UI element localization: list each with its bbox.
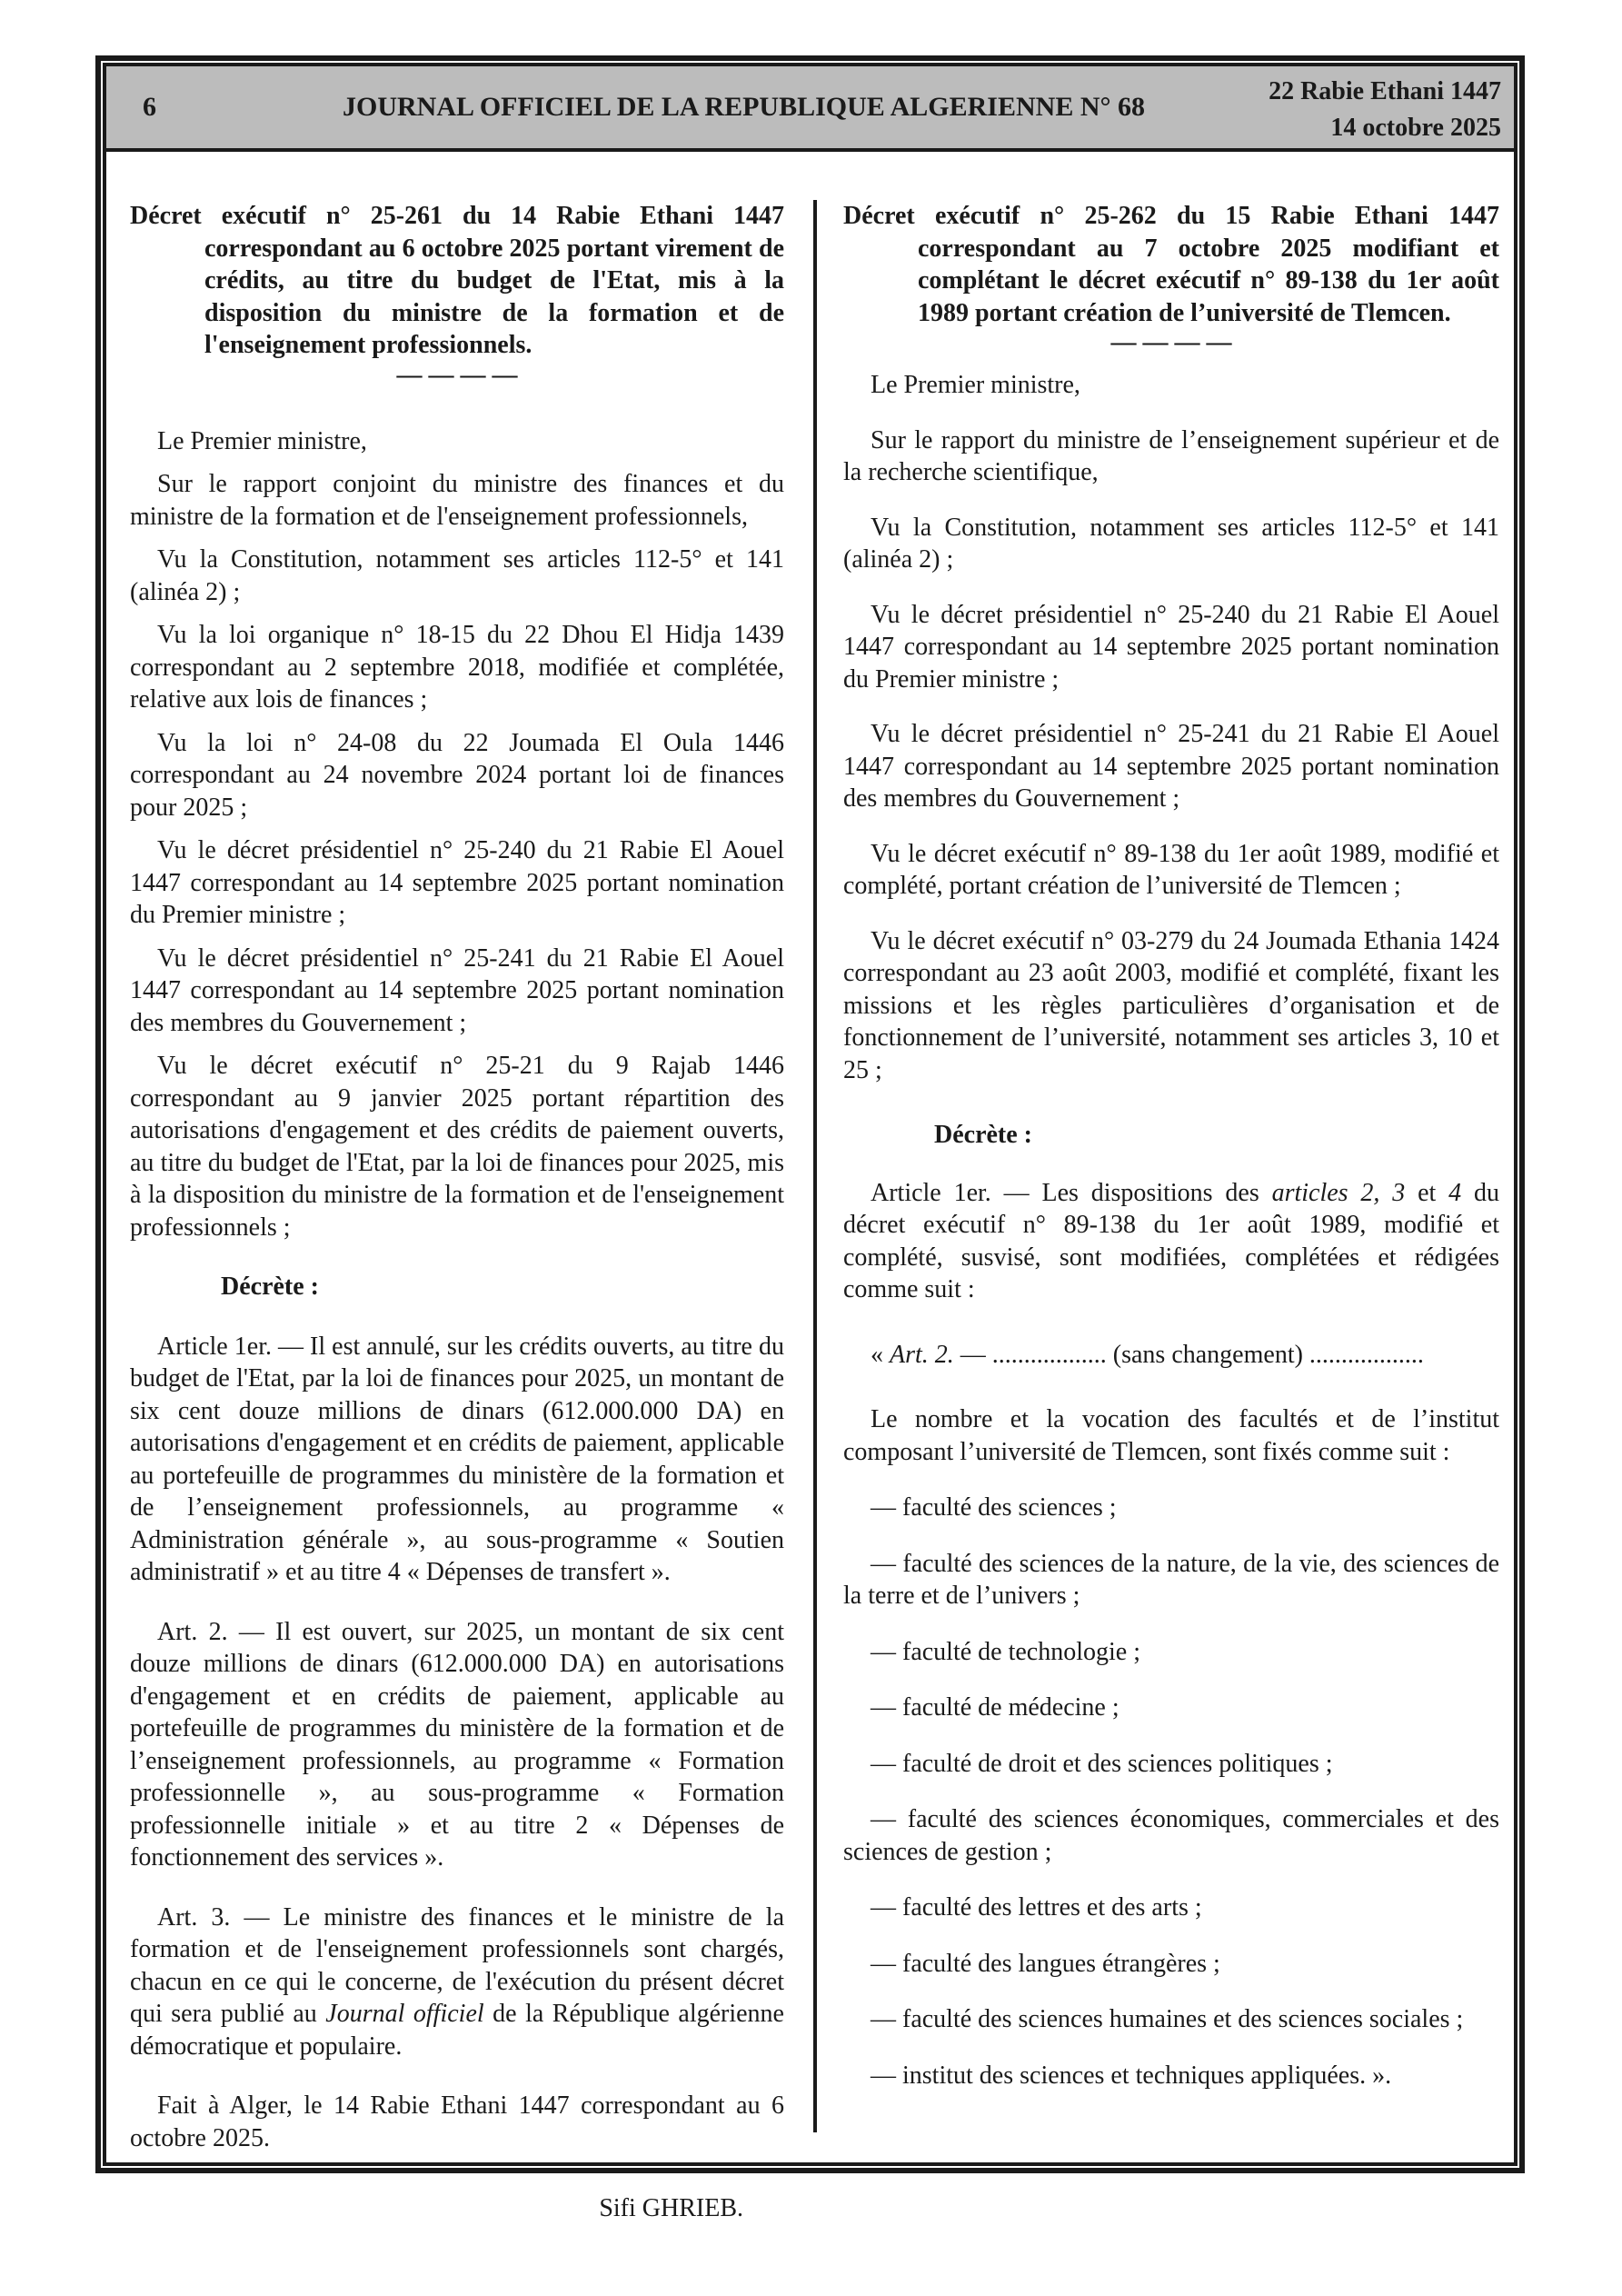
faculty-item: — faculté des sciences économiques, commerciales et des sciences de gestion ; [843, 1805, 1499, 1866]
preamble-line: Vu la loi n° 24-08 du 22 Joumada El Oula 1446 correspondant au 24 novembre 2024 portant loi de finances pour 2025 ; [130, 728, 784, 822]
column-divider [813, 200, 817, 2132]
page-number: 6 [143, 92, 156, 122]
journal-title: JOURNAL OFFICIEL DE LA REPUBLIQUE ALGERIENNE N° 68 [343, 92, 1145, 122]
signature: Sifi GHRIEB. [599, 2194, 743, 2222]
preamble-line: Vu le décret exécutif n° 03-279 du 24 Joumada Ethania 1424 correspondant au 23 août 2003, modifié et complété, fixant les missions et les règles particulières d’organisation et de fonctionnement de l’université, notamment ses articles 3, 10 et 25 ; [843, 926, 1499, 1084]
preamble-line: Vu la Constitution, notamment ses articles 112-5° et 141 (alinéa 2) ; [130, 545, 784, 606]
faculty-item: — faculté des sciences humaines et des sciences sociales ; [871, 2005, 1464, 2033]
preamble-line: Vu le décret présidentiel n° 25-241 du 21 Rabie El Aouel 1447 correspondant au 14 septembre 2025 portant nomination des membres du Gouvernement ; [843, 720, 1499, 813]
preamble-line: Le Premier ministre, [157, 426, 367, 455]
faculty-item: — faculté des lettres et des arts ; [871, 1893, 1202, 1922]
faculties-intro: Le nombre et la vocation des facultés et de l’institut composant l’université de Tlemcen, sont fixés comme suit : [843, 1405, 1499, 1466]
faculty-item: — institut des sciences et techniques appliquées. ». [871, 2061, 1392, 2090]
done-at: Fait à Alger, le 14 Rabie Ethani 1447 correspondant au 6 octobre 2025. [130, 2091, 784, 2152]
decrete-label: Décrète : [934, 1121, 1033, 1149]
preamble-line: Vu la Constitution, notamment ses articles 112-5° et 141 (alinéa 2) ; [843, 513, 1499, 574]
faculty-item: — faculté des sciences ; [871, 1493, 1117, 1522]
decree-25-261 [130, 200, 784, 2225]
article-3: Art. 3. — Le ministre des finances et le ministre de la formation et de l'enseignement professionnels sont chargés, chacun en ce qui le concerne, de l'exécution du présent décret qui sera publié au Journal officiel de la République algérienne démocratique et populaire. [130, 1902, 784, 2061]
issue-date [1269, 74, 1501, 146]
preamble-line: Vu le décret présidentiel n° 25-240 du 21 Rabie El Aouel 1447 correspondant au 14 septembre 2025 portant nomination du Premier ministre ; [843, 600, 1499, 694]
faculty-item: — faculté de technologie ; [871, 1637, 1140, 1666]
journal-header [106, 66, 1514, 152]
faculty-item: — faculté des langues étrangères ; [871, 1949, 1220, 1978]
title-separator: — — — — [396, 360, 518, 389]
issue-date-gregorian: 14 octobre 2025 [1330, 114, 1501, 142]
preamble-line: Vu la loi organique n° 18-15 du 22 Dhou El Hidja 1439 correspondant au 2 septembre 2018, modifiée et complétée, relative aux lois de finances ; [130, 621, 784, 714]
preamble-line: Sur le rapport du ministre de l’enseignement supérieur et de la recherche scientifique, [843, 425, 1499, 486]
decree-title: Décret exécutif n° 25-261 du 14 Rabie Ethani 1447 correspondant au 6 octobre 2025 portant virement de crédits, au titre du budget de l'Etat, mis à la disposition du ministre de la formation et de l'enseignement professionnels. [130, 202, 784, 359]
article-2-quote: « Art. 2. — .................. (sans changement) .................. [871, 1340, 1424, 1369]
faculty-item: — faculté des sciences de la nature, de la vie, des sciences de la terre et de l’univers ; [843, 1549, 1499, 1610]
decree-25-262 [843, 200, 1499, 2091]
preamble-line: Vu le décret exécutif n° 25-21 du 9 Rajab 1446 correspondant au 9 janvier 2025 portant répartition des autorisations d'engagement et des crédits de paiement ouverts, au titre du budget de l'Etat, par la loi de finances pour 2025, mis à la disposition du ministre de la formation et de l'enseignement professionnels ; [130, 1052, 784, 1242]
decree-title: Décret exécutif n° 25-262 du 15 Rabie Ethani 1447 correspondant au 7 octobre 2025 modifiant et complétant le décret exécutif n° 89-138 du 1er août 1989 portant création de l’université de Tlemcen. [843, 202, 1499, 327]
decrete-label: Décrète : [221, 1273, 320, 1301]
article-1: Article 1er. — Il est annulé, sur les crédits ouverts, au titre du budget de l'Etat, par la loi de finances pour 2025, un montant de six cent douze millions de dinars (612.000.000 DA) en autorisations d'engagement et en crédits de paiement, applicable au portefeuille de programmes du ministère de la formation et de l’enseignement professionnels, au programme « Administration générale », au sous-programme « Soutien administratif » et au titre 4 « Dépenses de transfert ». [130, 1332, 784, 1586]
faculty-item: — faculté de droit et des sciences politiques ; [871, 1749, 1333, 1778]
article-2: Art. 2. — Il est ouvert, sur 2025, un montant de six cent douze millions de dinars (612.000.000 DA) en autorisations d'engagement et en crédits de paiement, applicable au portefeuille de programmes du ministère de la formation et de l’enseignement professionnels, au programme « Formation professionnelle », au sous-programme « Formation professionnelle initiale » et au titre 2 « Dépenses de fonctionnement des services ». [130, 1617, 784, 1872]
preamble-line: Le Premier ministre, [871, 371, 1080, 399]
journal-officiel-italic: Journal officiel [325, 2000, 484, 2028]
issue-date-hijri: 22 Rabie Ethani 1447 [1269, 77, 1501, 105]
preamble-line: Vu le décret exécutif n° 89-138 du 1er août 1989, modifié et complété, portant création de l’université de Tlemcen ; [843, 839, 1499, 900]
preamble-line: Vu le décret présidentiel n° 25-240 du 21 Rabie El Aouel 1447 correspondant au 14 septembre 2025 portant nomination du Premier ministre ; [130, 836, 784, 929]
title-separator: — — — — [1110, 328, 1232, 356]
preamble-line: Sur le rapport conjoint du ministre des finances et du ministre de la formation et de l'enseignement professionnels, [130, 470, 784, 531]
article-1: Article 1er. — Les dispositions des articles 2, 3 et 4 du décret exécutif n° 89-138 du 1er août 1989, modifié et complété, susvisé, sont modifiées, complétées et rédigées comme suit : [843, 1178, 1499, 1303]
preamble-line: Vu le décret présidentiel n° 25-241 du 21 Rabie El Aouel 1447 correspondant au 14 septembre 2025 portant nomination des membres du Gouvernement ; [130, 943, 784, 1037]
faculty-item: — faculté de médecine ; [871, 1693, 1119, 1722]
